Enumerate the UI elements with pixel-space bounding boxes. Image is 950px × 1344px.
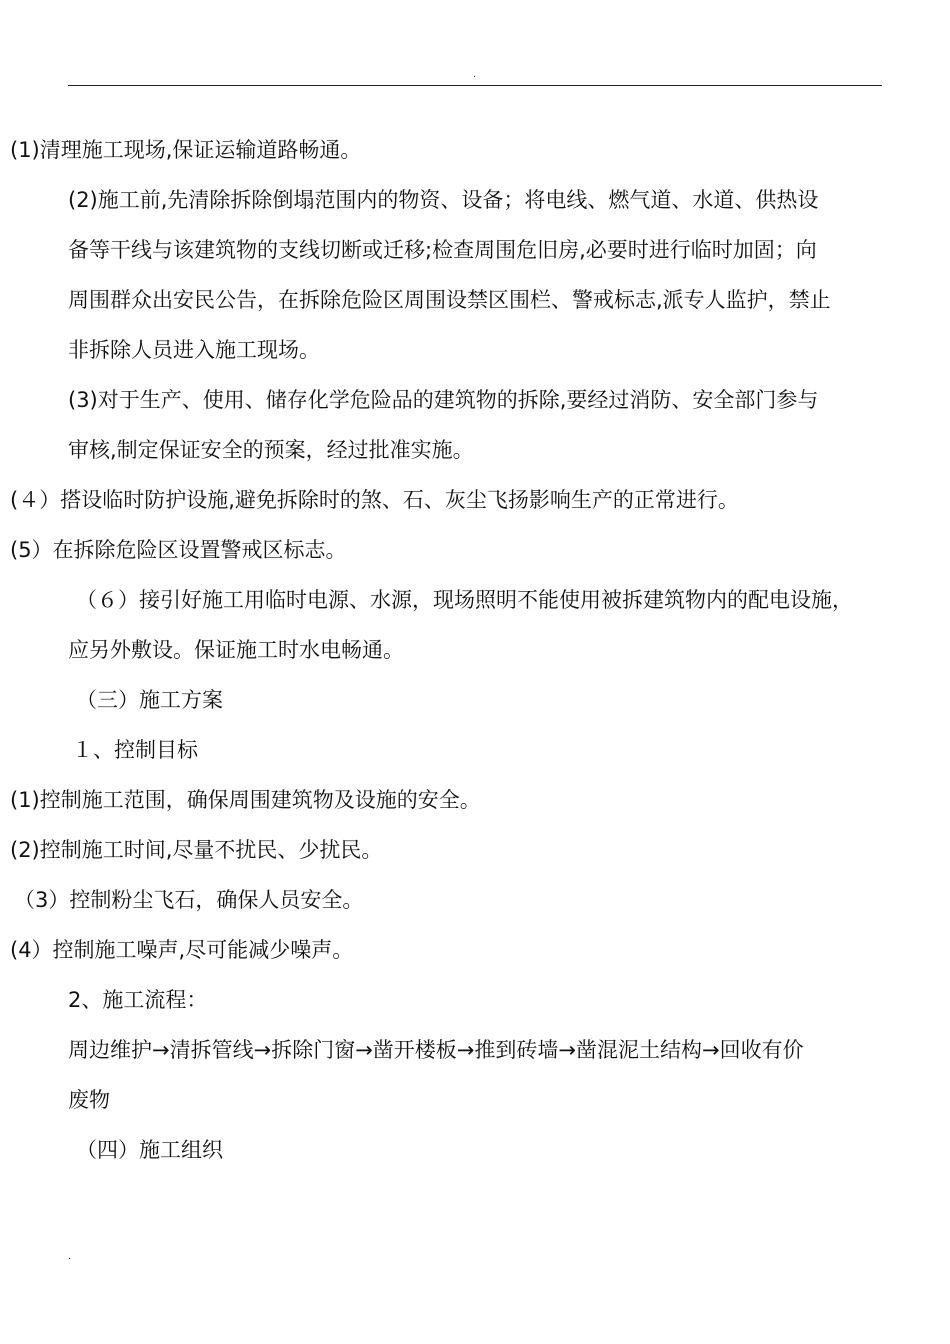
paragraph-6-line-1: （６）接引好施工用临时电源、水源，现场照明不能使用被拆建筑物内的配电设施， <box>76 588 853 612</box>
paragraph-2-line-4: 非拆除人员进入施工现场。 <box>68 338 320 362</box>
process-flow-line-2: 废物 <box>68 1088 110 1112</box>
paragraph-3-line-1: (3)对于生产、使用、储存化学危险品的建筑物的拆除,要经过消防、安全部门参与 <box>68 388 819 412</box>
paragraph-4: (４）搭设临时防护设施,避免拆除时的煞、石、灰尘飞扬影响生产的正常进行。 <box>10 488 739 512</box>
paragraph-6-line-2: 应另外敷设。保证施工时水电畅通。 <box>68 638 404 662</box>
goal-1: (1)控制施工范围，确保周围建筑物及设施的安全。 <box>10 788 481 812</box>
header-rule <box>68 85 882 86</box>
subsection-heading-control-targets: １、控制目标 <box>72 738 198 762</box>
section-heading-4: （四）施工组织 <box>76 1138 223 1162</box>
paragraph-5: (5）在拆除危险区设置警戒区标志。 <box>10 538 347 562</box>
paragraph-2-line-2: 备等干线与该建筑物的支线切断或迁移;检查周围危旧房,必要时进行临时加固；向 <box>68 238 817 262</box>
goal-4: (4）控制施工噪声,尽可能减少噪声。 <box>10 938 354 962</box>
footer-dot: . <box>68 1251 72 1262</box>
header-dot: . <box>473 69 477 80</box>
goal-2: (2)控制施工时间,尽量不扰民、少扰民。 <box>10 838 383 862</box>
subsection-heading-process: 2、施工流程： <box>68 988 208 1012</box>
paragraph-1: (1)清理施工现场,保证运输道路畅通。 <box>10 138 362 162</box>
paragraph-3-line-2: 审核,制定保证安全的预案，经过批准实施。 <box>68 438 474 462</box>
paragraph-2-line-3: 周围群众出安民公告，在拆除危险区周围设禁区围栏、警戒标志,派专人监护，禁止 <box>68 288 831 312</box>
process-flow-line-1: 周边维护→清拆管线→拆除门窗→凿开楼板→推到砖墙→凿混泥土结构→回收有价 <box>68 1038 804 1062</box>
goal-3: （3）控制粉尘飞石，确保人员安全。 <box>14 888 364 912</box>
paragraph-2-line-1: (2)施工前,先清除拆除倒塌范围内的物资、设备；将电线、燃气道、水道、供热设 <box>68 188 819 212</box>
section-heading-3: （三）施工方案 <box>76 688 223 712</box>
